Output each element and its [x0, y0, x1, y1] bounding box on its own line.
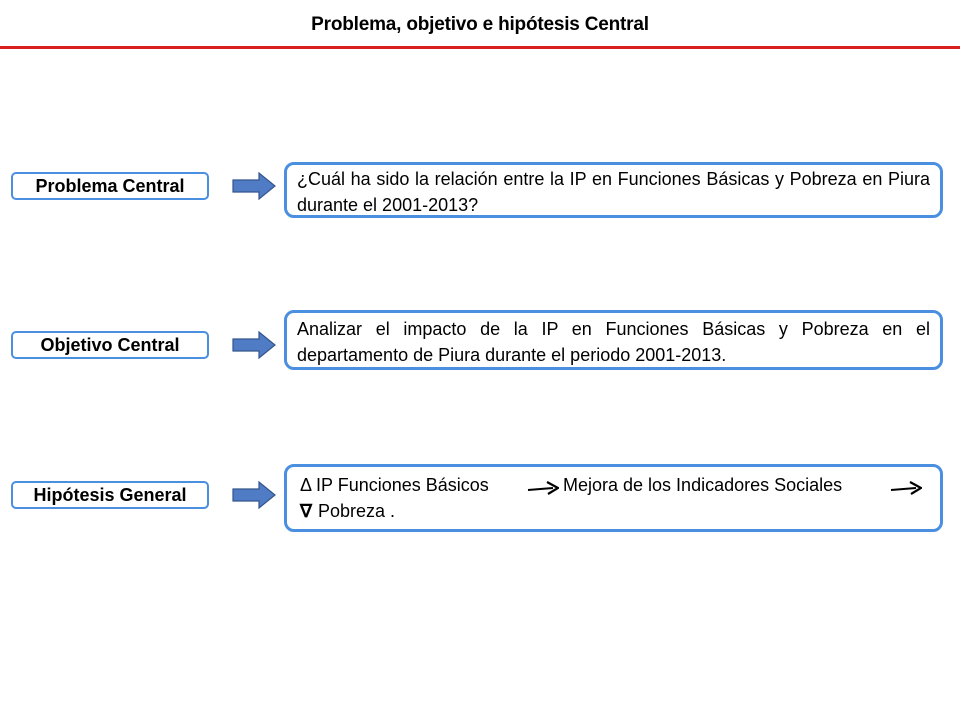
objetivo-central-text-box [284, 310, 943, 370]
title-rule [0, 46, 960, 49]
hypothesis-part-3: Pobreza . [313, 501, 396, 521]
arrow-right-icon [232, 480, 276, 510]
problema-central-label: Problema Central [11, 172, 209, 200]
arrow-right-icon [890, 481, 922, 495]
problema-central-text: ¿Cuál ha sido la relación entre la IP en Funciones Básicas y Pobreza en Piura durante el 2001-2013? [297, 169, 930, 215]
objetivo-central-label: Objetivo Central [11, 331, 209, 359]
page-title: Problema, objetivo e hipótesis Central [311, 14, 649, 35]
arrow-right-icon [232, 330, 276, 360]
nabla-symbol: ∇ [300, 501, 313, 521]
hipotesis-general-label: Hipótesis General [11, 481, 209, 509]
arrow-right-icon [232, 171, 276, 201]
arrow-right-icon [527, 481, 559, 495]
objetivo-central-text: Analizar el impacto de la IP en Funciones Básicas y Pobreza en el departamento de Piura durante el periodo 2001-2013. [297, 319, 930, 365]
hypothesis-part-1: Δ IP Funciones Básicos [300, 475, 489, 495]
problema-central-text-box [284, 162, 943, 218]
hypothesis-part-2: Mejora de los Indicadores Sociales [563, 475, 843, 495]
hipotesis-general-text-box [284, 464, 943, 532]
